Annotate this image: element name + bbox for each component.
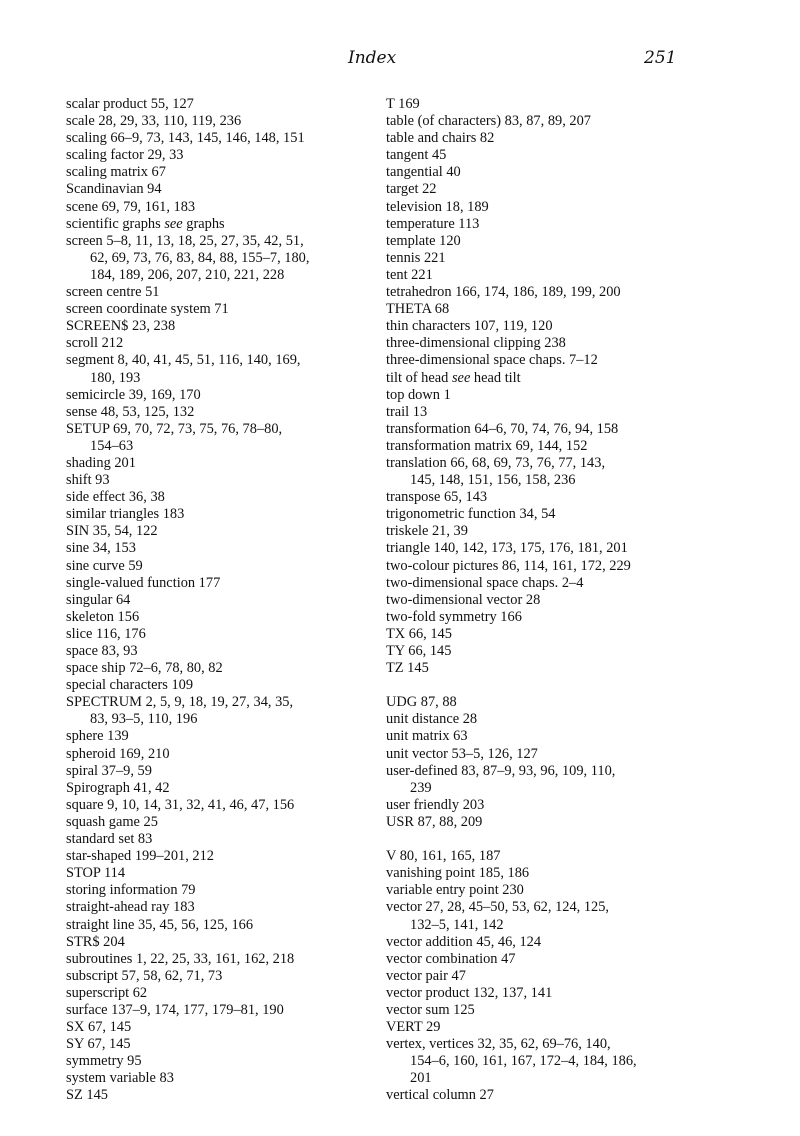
index-entry: vector 27, 28, 45–50, 53, 62, 124, 125, xyxy=(386,899,610,916)
index-entry: SETUP 69, 70, 72, 73, 75, 76, 78–80, xyxy=(66,420,283,437)
index-entry: scientific graphs see graphs xyxy=(66,215,225,232)
index-entry: vector addition 45, 46, 124 xyxy=(386,933,542,950)
index-entry: slice 116, 176 xyxy=(66,625,146,642)
index-entry: SCREEN$ 23, 238 xyxy=(66,318,176,335)
index-entry: target 22 xyxy=(386,181,437,198)
index-entry-continuation: 62, 69, 73, 76, 83, 84, 88, 155–7, 180, xyxy=(90,249,310,266)
index-entry: SPECTRUM 2, 5, 9, 18, 19, 27, 34, 35, xyxy=(66,694,294,711)
index-entry: VERT 29 xyxy=(386,1019,441,1036)
index-entry: screen centre 51 xyxy=(66,284,160,301)
index-entry: three-dimensional space chaps. 7–12 xyxy=(386,352,598,369)
index-entry: top down 1 xyxy=(386,386,451,403)
letter-group-gap xyxy=(386,831,716,848)
index-entry: vector combination 47 xyxy=(386,950,516,967)
letter-group-gap xyxy=(386,677,716,694)
index-entry: two-colour pictures 86, 114, 161, 172, 229 xyxy=(386,557,631,574)
index-entry: scene 69, 79, 161, 183 xyxy=(66,198,196,215)
index-entry: two-dimensional vector 28 xyxy=(386,591,541,608)
index-entry-continuation: 83, 93–5, 110, 196 xyxy=(90,711,198,728)
index-entry: tangential 40 xyxy=(386,164,461,181)
index-entry: scalar product 55, 127 xyxy=(66,96,194,112)
index-entry: thin characters 107, 119, 120 xyxy=(386,318,553,335)
index-entry: single-valued function 177 xyxy=(66,574,221,591)
index-entry: tetrahedron 166, 174, 186, 189, 199, 200 xyxy=(386,284,621,301)
index-entry: storing information 79 xyxy=(66,882,196,899)
index-entry: Spirograph 41, 42 xyxy=(66,779,170,796)
index-entry: surface 137–9, 174, 177, 179–81, 190 xyxy=(66,1001,284,1018)
index-entry: superscript 62 xyxy=(66,984,148,1001)
index-entry: sphere 139 xyxy=(66,728,129,745)
index-entry: transformation matrix 69, 144, 152 xyxy=(386,437,588,454)
index-entry: squash game 25 xyxy=(66,813,158,830)
index-entry: spiral 37–9, 59 xyxy=(66,762,152,779)
index-entry: semicircle 39, 169, 170 xyxy=(66,386,201,403)
index-entry: unit matrix 63 xyxy=(386,728,468,745)
index-entry: shift 93 xyxy=(66,472,110,489)
index-entry: triangle 140, 142, 173, 175, 176, 181, 201 xyxy=(386,540,628,557)
index-entry: square 9, 10, 14, 31, 32, 41, 46, 47, 156 xyxy=(66,796,295,813)
index-entry: user-defined 83, 87–9, 93, 96, 109, 110, xyxy=(386,762,616,779)
index-entry: USR 87, 88, 209 xyxy=(386,813,483,830)
index-entry: standard set 83 xyxy=(66,831,153,848)
page-number: 251 xyxy=(644,48,677,68)
index-entry: television 18, 189 xyxy=(386,198,489,215)
index-entry: sense 48, 53, 125, 132 xyxy=(66,403,195,420)
index-entry: trigonometric function 34, 54 xyxy=(386,506,556,523)
index-entry: table and chairs 82 xyxy=(386,130,495,147)
index-entry: space ship 72–6, 78, 80, 82 xyxy=(66,660,223,677)
index-entry-continuation: 132–5, 141, 142 xyxy=(410,916,504,933)
index-entry: two-fold symmetry 166 xyxy=(386,608,522,625)
index-entry: three-dimensional clipping 238 xyxy=(386,335,566,352)
index-entry: TX 66, 145 xyxy=(386,625,452,642)
index-entry: SIN 35, 54, 122 xyxy=(66,523,158,540)
index-entry: unit vector 53–5, 126, 127 xyxy=(386,745,538,762)
index-entry: transpose 65, 143 xyxy=(386,489,488,506)
index-entry: V 80, 161, 165, 187 xyxy=(386,848,501,865)
index-entry: TY 66, 145 xyxy=(386,643,452,659)
index-entry: variable entry point 230 xyxy=(386,882,524,899)
index-entry: TZ 145 xyxy=(386,660,429,677)
index-entry: two-dimensional space chaps. 2–4 xyxy=(386,574,584,591)
index-entry: symmetry 95 xyxy=(66,1053,142,1070)
index-entry: vertical column 27 xyxy=(386,1087,494,1104)
index-entry: vector product 132, 137, 141 xyxy=(386,984,553,1001)
index-entry: system variable 83 xyxy=(66,1070,174,1087)
index-entry: straight line 35, 45, 56, 125, 166 xyxy=(66,916,254,933)
index-entry: segment 8, 40, 41, 45, 51, 116, 140, 169, xyxy=(66,352,301,369)
index-entry: screen 5–8, 11, 13, 18, 25, 27, 35, 42, 51, xyxy=(66,232,304,249)
index-entry: vanishing point 185, 186 xyxy=(386,865,530,882)
index-entry: tennis 221 xyxy=(386,249,446,266)
index-entry: triskele 21, 39 xyxy=(386,523,468,540)
index-entry: screen coordinate system 71 xyxy=(66,301,229,318)
index-entry: similar triangles 183 xyxy=(66,506,185,523)
index-entry: trail 13 xyxy=(386,403,428,420)
index-entry: tilt of head see head tilt xyxy=(386,369,521,386)
index-entry: Scandinavian 94 xyxy=(66,181,162,198)
index-entry: singular 64 xyxy=(66,591,131,608)
index-entry-continuation: 239 xyxy=(410,779,432,796)
index-entry: SZ 145 xyxy=(66,1087,108,1104)
index-entry: tent 221 xyxy=(386,266,433,283)
index-entry: SY 67, 145 xyxy=(66,1036,131,1053)
index-entry: unit distance 28 xyxy=(386,711,478,728)
index-entry: skeleton 156 xyxy=(66,608,140,625)
index-entry: T 169 xyxy=(386,96,420,112)
index-entry: translation 66, 68, 69, 73, 76, 77, 143, xyxy=(386,454,606,471)
index-entry: side effect 36, 38 xyxy=(66,489,165,506)
index-entry: star-shaped 199–201, 212 xyxy=(66,848,214,865)
index-entry-continuation: 184, 189, 206, 207, 210, 221, 228 xyxy=(90,266,285,283)
index-entry: scroll 212 xyxy=(66,335,124,352)
index-entry: UDG 87, 88 xyxy=(386,694,457,711)
index-entry: STOP 114 xyxy=(66,865,126,882)
index-entry: temperature 113 xyxy=(386,215,480,232)
index-entry: THETA 68 xyxy=(386,301,450,318)
running-head-title: Index xyxy=(348,48,397,68)
index-entry: table (of characters) 83, 87, 89, 207 xyxy=(386,113,591,130)
index-entry: subscript 57, 58, 62, 71, 73 xyxy=(66,967,223,984)
index-entry: STR$ 204 xyxy=(66,933,125,950)
index-entry: sine 34, 153 xyxy=(66,540,136,557)
index-entry: scaling factor 29, 33 xyxy=(66,147,184,164)
index-entry: tangent 45 xyxy=(386,147,447,164)
index-entry: sine curve 59 xyxy=(66,557,143,574)
index-entry: vector sum 125 xyxy=(386,1001,475,1018)
index-entry: scale 28, 29, 33, 110, 119, 236 xyxy=(66,113,242,130)
index-column-right xyxy=(386,96,716,1105)
index-entry: scaling matrix 67 xyxy=(66,164,166,181)
index-entry-continuation: 154–63 xyxy=(90,437,134,454)
index-entry-continuation: 154–6, 160, 161, 167, 172–4, 184, 186, xyxy=(410,1053,637,1070)
index-entry: transformation 64–6, 70, 74, 76, 94, 158 xyxy=(386,420,619,437)
index-column-left xyxy=(66,96,366,1105)
index-entry: straight-ahead ray 183 xyxy=(66,899,195,916)
index-entry-continuation: 201 xyxy=(410,1070,432,1087)
index-entry: scaling 66–9, 73, 143, 145, 146, 148, 151 xyxy=(66,130,305,147)
index-entry-continuation: 180, 193 xyxy=(90,369,141,386)
index-entry: template 120 xyxy=(386,232,461,249)
index-entry: vector pair 47 xyxy=(386,967,466,984)
index-entry-continuation: 145, 148, 151, 156, 158, 236 xyxy=(410,472,576,489)
index-entry: space 83, 93 xyxy=(66,643,138,659)
index-entry: special characters 109 xyxy=(66,677,194,694)
index-entry: shading 201 xyxy=(66,454,136,471)
index-entry: user friendly 203 xyxy=(386,796,485,813)
index-entry: SX 67, 145 xyxy=(66,1019,132,1036)
index-entry: vertex, vertices 32, 35, 62, 69–76, 140, xyxy=(386,1036,611,1053)
index-entry: spheroid 169, 210 xyxy=(66,745,170,762)
index-entry: subroutines 1, 22, 25, 33, 161, 162, 218 xyxy=(66,950,295,967)
